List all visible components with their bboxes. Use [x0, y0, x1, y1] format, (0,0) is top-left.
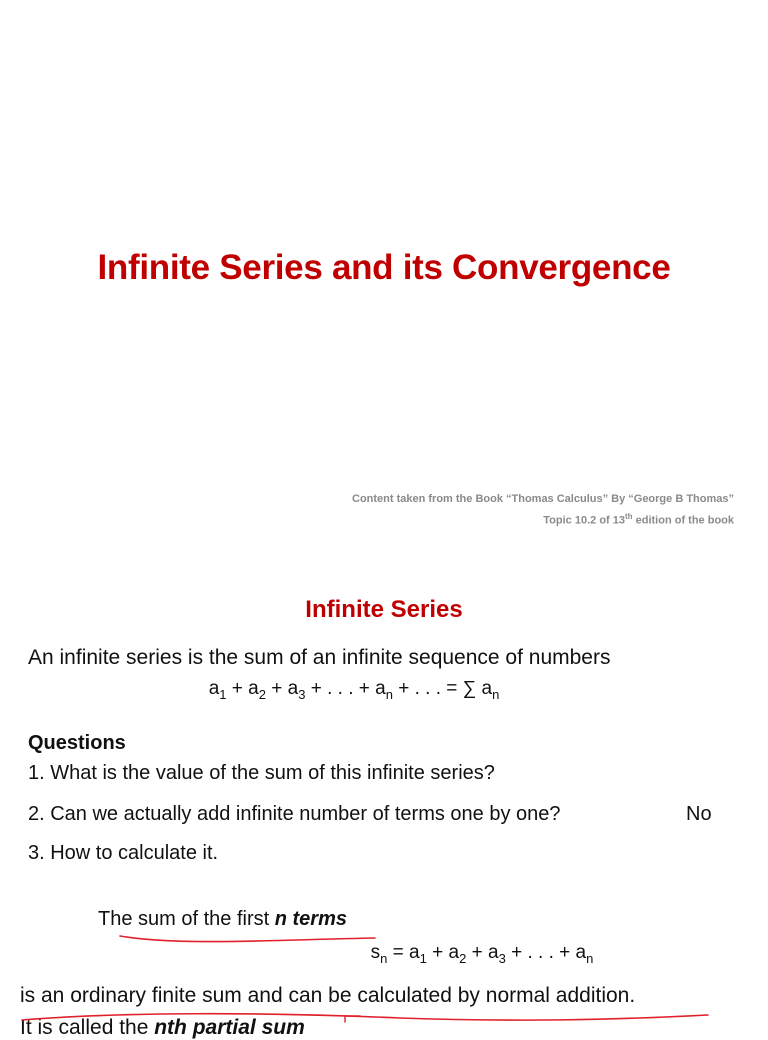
- question-item: 2. Can we actually add infinite number of terms one by one?: [28, 803, 561, 825]
- series-formula: $a_1 + a_2 + a_3$ + . . . + $a_n$ + . . . = ∑ $a_n$: [208, 678, 500, 702]
- credit-line-book: Content taken from the Book “Thomas Calculus” By “George B Thomas”: [352, 493, 734, 505]
- section-heading: Infinite Series: [305, 596, 463, 623]
- question-item: 1. What is the value of the sum of this infinite series?: [28, 762, 495, 784]
- partial-sum-label: The sum of the first n terms: [98, 908, 347, 930]
- questions-heading: Questions: [28, 732, 126, 754]
- partial-sum-name-text: It is called the nth partial sum: [20, 1016, 305, 1039]
- partial-sum-formula: $s_n = a_1 + a_2 + a_3$ + . . . + $a_n$: [370, 942, 594, 966]
- credit-line-topic: Topic 10.2 of 13th edition of the book: [543, 512, 734, 527]
- ink-underline-partial-sum: [120, 936, 375, 942]
- finite-sum-text: is an ordinary finite sum and can be calculated by normal addition.: [20, 984, 636, 1007]
- answer-no: No: [686, 803, 712, 825]
- slide-title: Infinite Series and its Convergence: [97, 248, 671, 287]
- source-credits: [352, 490, 734, 530]
- question-item: 3. How to calculate it.: [28, 842, 219, 864]
- ink-box-partial-sum: [345, 1016, 360, 1022]
- infinite-series-slide: [0, 560, 768, 1039]
- definition-text: An infinite series is the sum of an infinite sequence of numbers: [28, 646, 611, 669]
